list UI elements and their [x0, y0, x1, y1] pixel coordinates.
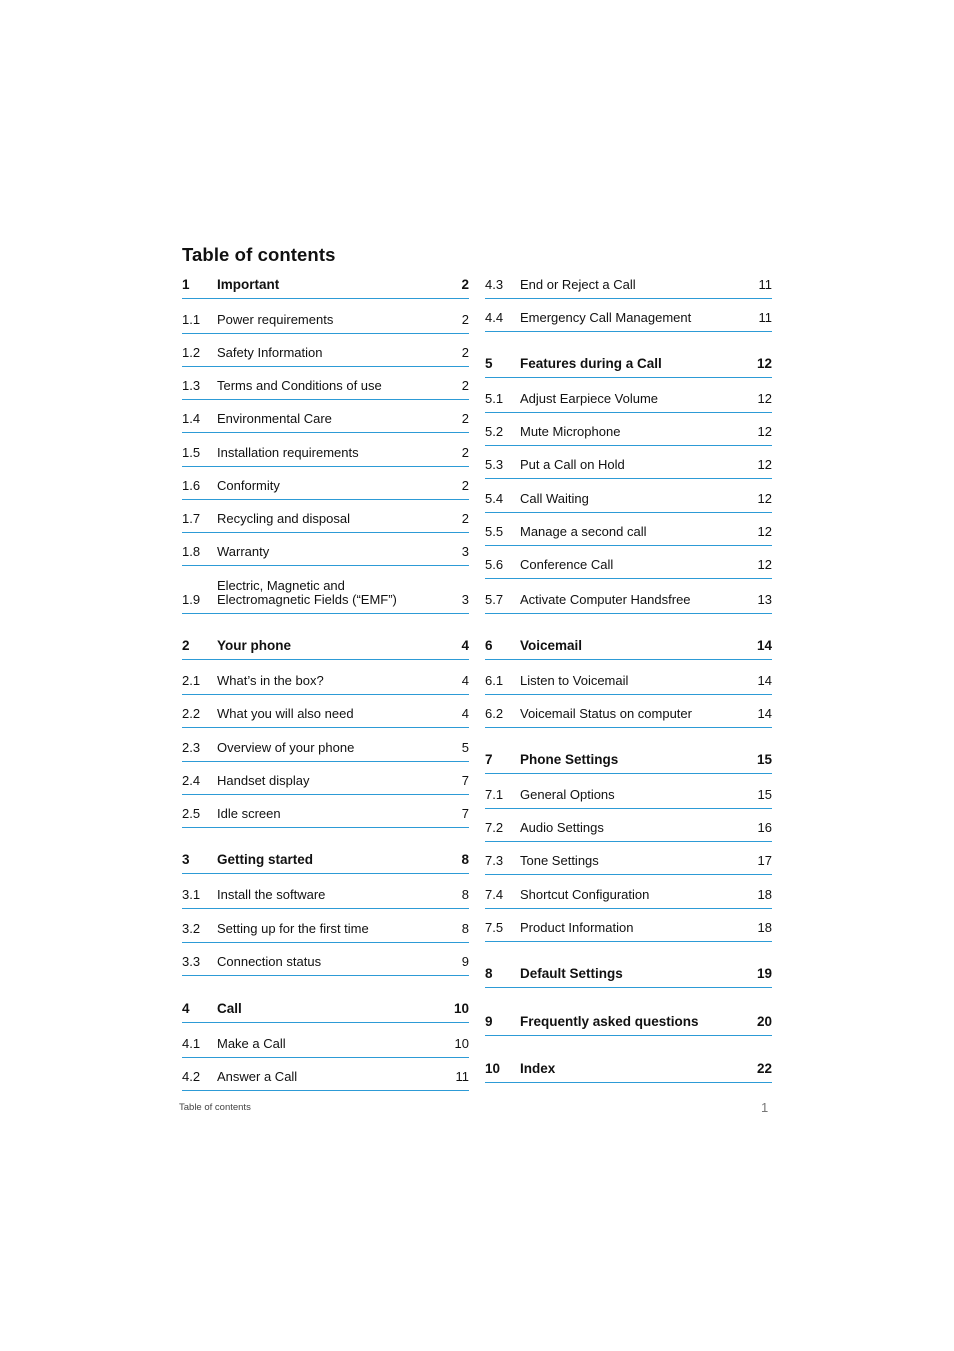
- toc-entry[interactable]: [485, 579, 772, 614]
- toc-entry-page: 19: [756, 966, 772, 981]
- toc-entry-page: 4: [461, 638, 469, 653]
- toc-entry-number: 1.6: [182, 478, 201, 493]
- toc-entry-title: Answer a Call: [217, 1069, 298, 1084]
- toc-entry-page: 12: [757, 491, 772, 506]
- toc-entry-page: 4: [461, 673, 469, 688]
- toc-entry[interactable]: [182, 695, 469, 728]
- toc-entry[interactable]: [182, 299, 469, 334]
- toc-entry-number: 9: [485, 1014, 493, 1029]
- toc-entry-number: 6.2: [485, 706, 504, 721]
- toc-entry-page: 11: [758, 277, 772, 292]
- toc-entry-number: 2.4: [182, 773, 201, 788]
- toc-entry[interactable]: [182, 614, 469, 660]
- toc-entry-number: 5.1: [485, 391, 504, 406]
- toc-entry[interactable]: [485, 479, 772, 513]
- toc-entry-title: Install the software: [217, 887, 326, 902]
- footer-page-number: 1: [761, 1100, 769, 1115]
- toc-entry[interactable]: [182, 500, 469, 533]
- toc-entry-page: 2: [461, 277, 469, 292]
- toc-entry[interactable]: [485, 1036, 772, 1083]
- toc-entry-title: Phone Settings: [520, 752, 619, 767]
- toc-entry-title: Default Settings: [520, 966, 623, 981]
- toc-entry-page: 3: [461, 592, 469, 607]
- toc-entry-title: Make a Call: [217, 1036, 286, 1051]
- toc-entry-title: Product Information: [520, 920, 634, 935]
- toc-entry-page: 12: [757, 424, 772, 439]
- toc-entry-page: 18: [757, 887, 772, 902]
- toc-entry-number: 4.4: [485, 310, 504, 325]
- toc-entry[interactable]: [182, 660, 469, 695]
- toc-entry-page: 13: [757, 592, 772, 607]
- toc-entry-page: 2: [461, 345, 469, 360]
- toc-entry-title: Important: [217, 277, 280, 292]
- toc-entry-number: 1.3: [182, 378, 201, 393]
- toc-entry-page: 12: [757, 391, 772, 406]
- toc-entry[interactable]: [485, 446, 772, 479]
- toc-entry-title: Call: [217, 1001, 242, 1016]
- toc-entry-number: 7.2: [485, 820, 504, 835]
- toc-entry[interactable]: [182, 1058, 469, 1091]
- toc-entry-title: Overview of your phone: [217, 740, 355, 755]
- toc-entry-page: 15: [757, 787, 772, 802]
- toc-entry-number: 3.2: [182, 921, 201, 936]
- toc-entry-number: 1.4: [182, 411, 201, 426]
- toc-entry[interactable]: [182, 828, 469, 874]
- toc-entry-title: Mute Microphone: [520, 424, 621, 439]
- toc-entry-page: 16: [757, 820, 772, 835]
- toc-entry[interactable]: [485, 842, 772, 875]
- toc-entry-number: 3.1: [182, 887, 201, 902]
- toc-entry-page: 12: [756, 356, 772, 371]
- toc-entry-title: What you will also need: [217, 706, 354, 721]
- toc-entry-number: 3: [182, 852, 190, 867]
- toc-entry[interactable]: [182, 467, 469, 500]
- toc-entry-number: 7.3: [485, 853, 504, 868]
- toc-entry[interactable]: [485, 614, 772, 660]
- toc-entry-title: Connection status: [217, 954, 322, 969]
- toc-entry-title: General Options: [520, 787, 615, 802]
- toc-entry-number: 2.3: [182, 740, 201, 755]
- toc-entry-page: 22: [756, 1061, 772, 1076]
- toc-entry-number: 4.1: [182, 1036, 201, 1051]
- toc-entry[interactable]: [182, 874, 469, 909]
- toc-entry-title: Audio Settings: [520, 820, 604, 835]
- toc-entry-page: 7: [461, 773, 469, 788]
- toc-entry-number: 4: [182, 1001, 190, 1016]
- toc-entry[interactable]: [485, 942, 772, 988]
- toc-entry[interactable]: [485, 332, 772, 378]
- toc-entry[interactable]: [485, 513, 772, 546]
- toc-entry-title: Recycling and disposal: [217, 511, 350, 526]
- toc-entry-page: 10: [453, 1001, 469, 1016]
- toc-entry-page: 17: [757, 853, 772, 868]
- toc-entry[interactable]: [182, 272, 469, 299]
- toc-entry-title: Installation requirements: [217, 445, 359, 460]
- toc-entry[interactable]: [182, 1023, 469, 1058]
- toc-entry-title: Manage a second call: [520, 524, 647, 539]
- toc-entry-page: 14: [757, 706, 772, 721]
- toc-entry[interactable]: [485, 909, 772, 942]
- toc-entry-title: Your phone: [217, 638, 291, 653]
- toc-entry-page: 20: [756, 1014, 772, 1029]
- toc-entry[interactable]: [485, 728, 772, 774]
- toc-entry-title: Index: [520, 1061, 556, 1076]
- footer-label: Table of contents: [179, 1102, 251, 1113]
- page-title: Table of contents: [182, 244, 336, 265]
- toc-entry-page: 7: [461, 806, 469, 821]
- toc-entry-page: 3: [461, 544, 469, 559]
- toc-entry-number: 5.5: [485, 524, 504, 539]
- toc-entry-title: Listen to Voicemail: [520, 673, 629, 688]
- toc-entry-number: 1.9: [182, 592, 201, 607]
- toc-entry[interactable]: [485, 988, 772, 1036]
- toc-entry[interactable]: [485, 299, 772, 332]
- toc-entry-title: Emergency Call Management: [520, 310, 692, 325]
- toc-entry-number: 7.5: [485, 920, 504, 935]
- toc-entry[interactable]: [485, 809, 772, 842]
- toc-entry-page: 12: [757, 557, 772, 572]
- toc-entry[interactable]: [182, 909, 469, 943]
- toc-entry-title: Adjust Earpiece Volume: [520, 391, 659, 406]
- toc-entry-page: 18: [757, 920, 772, 935]
- toc-entry[interactable]: [182, 762, 469, 795]
- toc-entry-number: 1.2: [182, 345, 201, 360]
- toc-entry-title: Warranty: [217, 544, 270, 559]
- toc-entry-number: 6.1: [485, 673, 504, 688]
- toc-entry[interactable]: [485, 774, 772, 809]
- toc-entry-title: End or Reject a Call: [520, 277, 636, 292]
- toc-entry-number: 4.3: [485, 277, 504, 292]
- toc-entry-title: Conference Call: [520, 557, 614, 572]
- toc-entry[interactable]: [182, 533, 469, 566]
- toc-entry-number: 1.5: [182, 445, 201, 460]
- toc-entry-title: Terms and Conditions of use: [217, 378, 382, 393]
- toc-entry-number: 5: [485, 356, 493, 371]
- toc-entry-title: Power requirements: [217, 312, 334, 327]
- toc-entry-number: 1.7: [182, 511, 201, 526]
- toc-entry-number: 2.5: [182, 806, 201, 821]
- toc-entry-page: 4: [461, 706, 469, 721]
- toc-entry[interactable]: [485, 660, 772, 695]
- toc-entry-number: 10: [485, 1061, 501, 1076]
- toc-entry-number: 6: [485, 638, 493, 653]
- toc-entry-number: 5.7: [485, 592, 504, 607]
- toc-entry-number: 7: [485, 752, 493, 767]
- toc-entry-number: 1.1: [182, 312, 201, 327]
- toc-entry-number: 2.2: [182, 706, 201, 721]
- toc-entry-number: 5.2: [485, 424, 504, 439]
- toc-entry-page: 14: [756, 638, 772, 653]
- toc-entry-title: Activate Computer Handsfree: [520, 592, 691, 607]
- toc-entry-title: What’s in the box?: [217, 673, 324, 688]
- toc-entry[interactable]: [182, 334, 469, 367]
- toc-entry-title: Voicemail Status on computer: [520, 706, 692, 721]
- toc-entry-page: 11: [758, 310, 772, 325]
- toc-entry[interactable]: [182, 795, 469, 828]
- toc-entry-title: Frequently asked questions: [520, 1014, 699, 1029]
- toc-column-left: [182, 272, 469, 1091]
- toc-entry[interactable]: [182, 728, 469, 762]
- toc-entry-number: 5.6: [485, 557, 504, 572]
- toc-entry-number: 4.2: [182, 1069, 201, 1084]
- toc-entry-title: Handset display: [217, 773, 310, 788]
- toc-entry[interactable]: [182, 400, 469, 433]
- toc-entry-title: Voicemail: [520, 638, 583, 653]
- toc-entry-number: 3.3: [182, 954, 201, 969]
- toc-entry-title: Getting started: [217, 852, 314, 867]
- toc-entry-page: 8: [461, 852, 469, 867]
- toc-entry-number: 5.3: [485, 457, 504, 472]
- toc-entry-number: 2: [182, 638, 190, 653]
- toc-entry[interactable]: [485, 546, 772, 579]
- toc-entry-title: Put a Call on Hold: [520, 457, 625, 472]
- toc-entry[interactable]: [182, 566, 469, 614]
- toc-entry[interactable]: [182, 367, 469, 400]
- toc-entry-page: 15: [756, 752, 772, 767]
- toc-entry-page: 12: [757, 457, 772, 472]
- toc-entry-page: 8: [461, 887, 469, 902]
- toc-entry-title: Electric, Magnetic and Electromagnetic Fields (“EMF”): [217, 578, 397, 607]
- toc-entry-page: 14: [757, 673, 772, 688]
- toc-entry[interactable]: [485, 413, 772, 446]
- toc-entry-number: 5.4: [485, 491, 504, 506]
- toc-entry-number: 1: [182, 277, 190, 292]
- toc-entry-page: 5: [461, 740, 469, 755]
- toc-entry-page: 11: [455, 1069, 469, 1084]
- toc-entry-page: 2: [461, 445, 469, 460]
- toc-entry-title: Call Waiting: [520, 491, 589, 506]
- toc-entry-title: Shortcut Configuration: [520, 887, 650, 902]
- toc-entry[interactable]: [182, 976, 469, 1023]
- toc-entry[interactable]: [485, 378, 772, 413]
- toc-entry-number: 1.8: [182, 544, 201, 559]
- toc-entry-page: 10: [454, 1036, 469, 1051]
- toc-entry-page: 2: [461, 411, 469, 426]
- toc-column-right: [485, 272, 772, 1083]
- toc-entry-title: Conformity: [217, 478, 280, 493]
- toc-entry-page: 2: [461, 478, 469, 493]
- toc-entry-number: 7.1: [485, 787, 504, 802]
- toc-entry-title: Setting up for the first time: [217, 921, 369, 936]
- toc-entry-title: Tone Settings: [520, 853, 599, 868]
- toc-entry-title: Safety Information: [217, 345, 323, 360]
- toc-entry[interactable]: [485, 875, 772, 909]
- toc-entry-title: Environmental Care: [217, 411, 332, 426]
- toc-entry-title: Features during a Call: [520, 356, 662, 371]
- toc-entry-page: 2: [461, 511, 469, 526]
- toc-entry[interactable]: [182, 433, 469, 467]
- toc-entry-page: 8: [461, 921, 469, 936]
- toc-entry-number: 8: [485, 966, 493, 981]
- toc-entry-page: 12: [757, 524, 772, 539]
- toc-entry-page: 2: [461, 378, 469, 393]
- toc-entry[interactable]: [485, 695, 772, 728]
- toc-entry-page: 2: [461, 312, 469, 327]
- toc-entry-number: 7.4: [485, 887, 504, 902]
- toc-entry-page: 9: [461, 954, 469, 969]
- toc-entry[interactable]: [182, 943, 469, 976]
- toc-entry-title: Idle screen: [217, 806, 281, 821]
- toc-entry-number: 2.1: [182, 673, 201, 688]
- toc-entry[interactable]: [485, 272, 772, 299]
